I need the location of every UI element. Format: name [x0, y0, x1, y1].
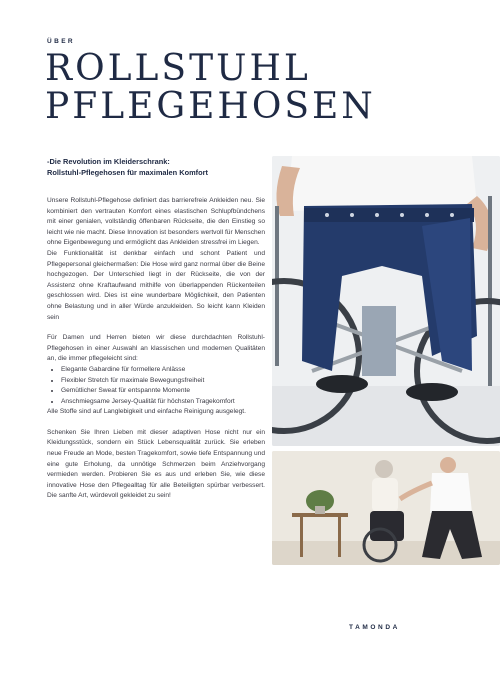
- page-title: [45, 50, 376, 126]
- page-title-line-1: ROLLSTUHL: [45, 48, 311, 89]
- subheading-line-2: Rollstuhl-Pflegehosen für maximalen Komfort: [47, 168, 208, 177]
- paragraph-1: Unsere Rollstuhl-Pflegehose definiert das barrierefreie Ankleiden neu. Sie kombiniert den vertrauten Komfort eines elastischen Schlupfbündchens mit einer genialen, vollständig öffenbaren Rückseite, die den Einstieg so leicht wie nie macht. Diese Innovation ist besonders wertvoll für Menschen ohne Eigenbewegung und ermöglicht das Ankleiden stressfrei im Liegen.: [47, 197, 265, 247]
- paragraph-2: Die Funktionalität ist denkbar einfach und schont Patient und Pflegepersonal gleichermaßen: Die Hose wird ganz normal über die Beine hochgezogen. Der Unterschied liegt in der Rückseite, die von der Assistenz ohne Kraftaufwand mithilfe von überlappenden Rückenteilen geschlossen wird. Dies ist eine wunderbare Möglichkeit, den Patienten ohne Belastung und in aller Würde anzukleiden. So leicht kann Kleiden sein: [47, 249, 265, 321]
- subheading-line-1: -Die Revolution im Kleiderschrank:: [47, 157, 170, 166]
- brand-logo: TAMONDA: [349, 624, 400, 631]
- body-text: [47, 196, 265, 502]
- caregiver-photo: [272, 451, 500, 565]
- list-item: • Gemütlicher Sweat für entspannte Momente: [61, 386, 265, 397]
- subheading: [47, 156, 257, 178]
- product-photo-wheelchair: [272, 156, 500, 446]
- fabric-list: [47, 365, 265, 407]
- list-item: • Elegante Gabardine für formellere Anlässe: [61, 365, 265, 376]
- paragraph-5: Schenken Sie Ihren Lieben mit dieser adaptiven Hose nicht nur ein Kleidungsstück, sondern ein Stück Lebensqualität zurück. Sie erleben neue Freude an Mode, besten Tragekomfort, sowie tiefe Entspannung und eine gute Erholung, da unnötige Schmerzen beim Anziehvorgang vermieden werden. Probieren Sie es aus und erleben Sie, wie diese innovative Hose den Pflegealltag für alle Beteiligten spürbar verbessert. Die sanfte Art, würdevoll gekleidet zu sein!: [47, 428, 265, 500]
- section-eyebrow: ÜBER: [47, 38, 76, 45]
- caregiver-photo-illustration: [272, 451, 500, 565]
- list-item: • Anschmiegsame Jersey-Qualität für höchsten Tragekomfort: [61, 397, 265, 408]
- product-photo-illustration: [272, 156, 500, 446]
- page-title-line-2: PFLEGEHOSEN: [45, 86, 376, 127]
- paragraph-3: Für Damen und Herren bieten wir diese durchdachten Rollstuhl-Pflegehosen in einer Auswahl an klassischen und modernen Qualitäten an, die immer pflegeleicht sind:: [47, 334, 265, 363]
- paragraph-4: Alle Stoffe sind auf Langlebigkeit und einfache Reinigung ausgelegt.: [47, 408, 246, 416]
- list-item: • Flexibler Stretch für maximale Bewegungsfreiheit: [61, 376, 265, 387]
